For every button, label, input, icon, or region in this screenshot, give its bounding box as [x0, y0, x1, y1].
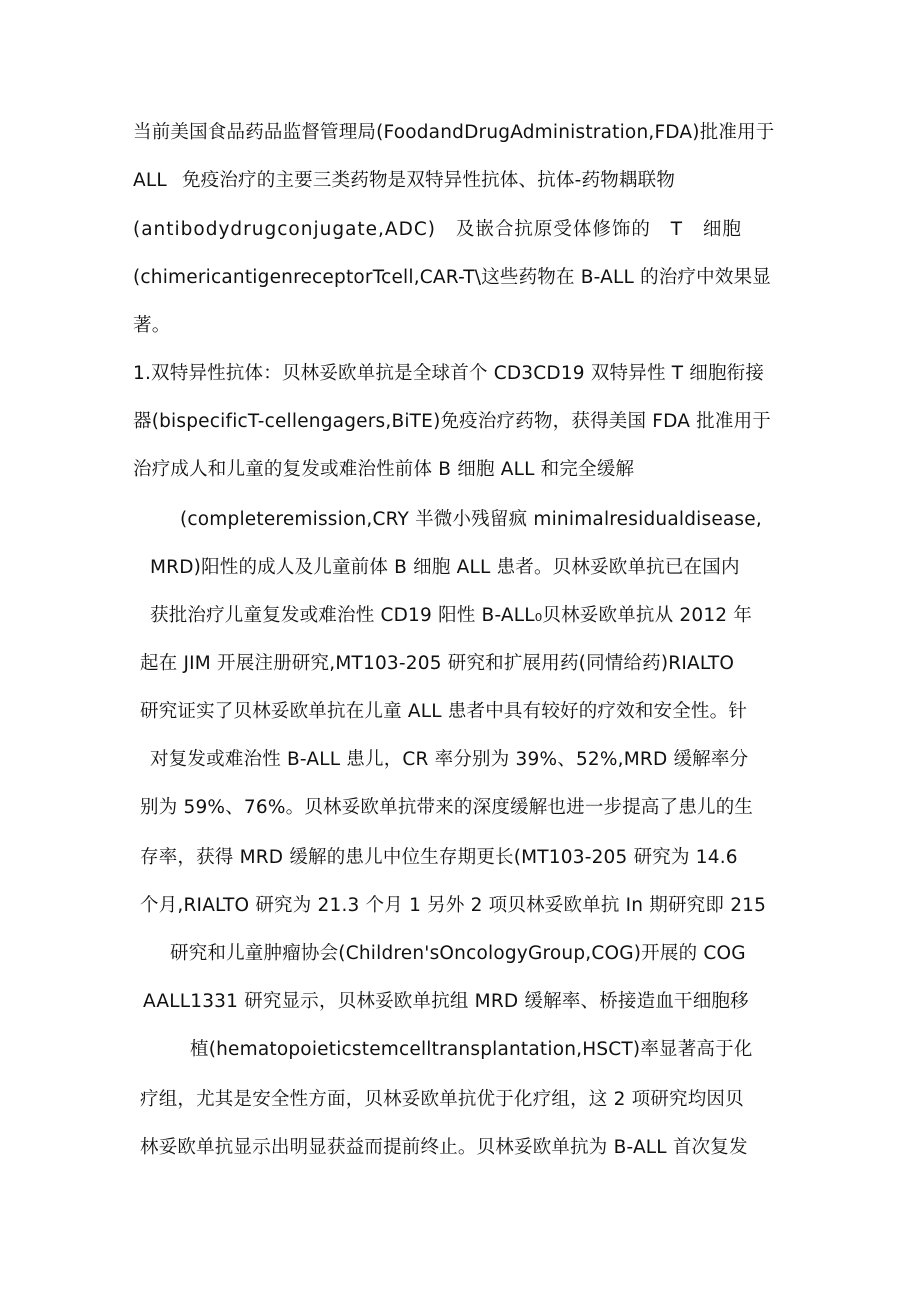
paragraph-line: 著。: [133, 315, 171, 336]
paragraph-line: MRD)阳性的成人及儿童前体 B 细胞 ALL 患者。贝林妥欧单抗已在国内: [150, 557, 740, 578]
paragraph-line: 别为 59%、76%。贝林妥欧单抗带来的深度缓解也进一步提高了患儿的生: [140, 797, 754, 818]
paragraph-line: ALL 免疫治疗的主要三类药物是双特异性抗体、抗体-药物耦联物: [133, 170, 676, 191]
paragraph-line: 获批治疗儿童复发或难治性 CD19 阳性 B-ALL₀贝林妥欧单抗从 2012 年: [150, 605, 753, 626]
paragraph-line: 疗组，尤其是安全性方面，贝林妥欧单抗优于化疗组，这 2 项研究均因贝: [140, 1089, 744, 1110]
paragraph-line: 植(hematopoieticstemcelltransplantation,HSCT)率显著高于化: [190, 1039, 753, 1060]
paragraph-line: 林妥欧单抗显示出明显获益而提前终止。贝林妥欧单抗为 B-ALL 首次复发: [140, 1137, 748, 1158]
paragraph-line: 1.双特异性抗体：贝林妥欧单抗是全球首个 CD3CD19 双特异性 T 细胞衔接: [133, 363, 765, 384]
paragraph-line: 器(bispecificT-cellengagers,BiTE)免疫治疗药物，获得美国 FDA 批准用于: [133, 411, 771, 432]
paragraph-line: (chimericantigenreceptorTcell,CAR-T\这些药物在 B-ALL 的治疗中效果显: [133, 267, 771, 288]
paragraph-line: AALL1331 研究显示，贝林妥欧单抗组 MRD 缓解率、桥接造血干细胞移: [143, 991, 749, 1012]
paragraph-line: (completeremission,CRY 半微小残留疯 minimalresidualdisease,: [180, 509, 762, 530]
paragraph-line: 研究和儿童肿瘤协会(Children'sOncologyGroup,COG)开展的 COG: [170, 943, 746, 964]
paragraph-line: 当前美国食品药品监督管理局(FoodandDrugAdministration,FDA)批准用于: [133, 122, 775, 143]
paragraph-line: 研究证实了贝林妥欧单抗在儿童 ALL 患者中具有较好的疗效和安全性。针: [140, 701, 748, 722]
paragraph-line: 起在 JIM 开展注册研究,MT103-205 研究和扩展用药(同情给药)RIALTO: [140, 653, 735, 674]
paragraph-line: 对复发或难治性 B-ALL 患儿，CR 率分别为 39%、52%,MRD 缓解率分: [150, 749, 749, 770]
paragraph-line: (antibodydrugconjugate,ADC) 及嵌合抗原受体修饰的 T 细胞: [133, 219, 742, 240]
paragraph-line: 个月,RIALTO 研究为 21.3 个月 1 另外 2 项贝林妥欧单抗 In 期研究即 215: [140, 895, 767, 916]
paragraph-line: 存率，获得 MRD 缓解的患儿中位生存期更长(MT103-205 研究为 14.6: [140, 847, 738, 868]
paragraph-line: 治疗成人和儿童的复发或难治性前体 B 细胞 ALL 和完全缓解: [133, 459, 635, 480]
